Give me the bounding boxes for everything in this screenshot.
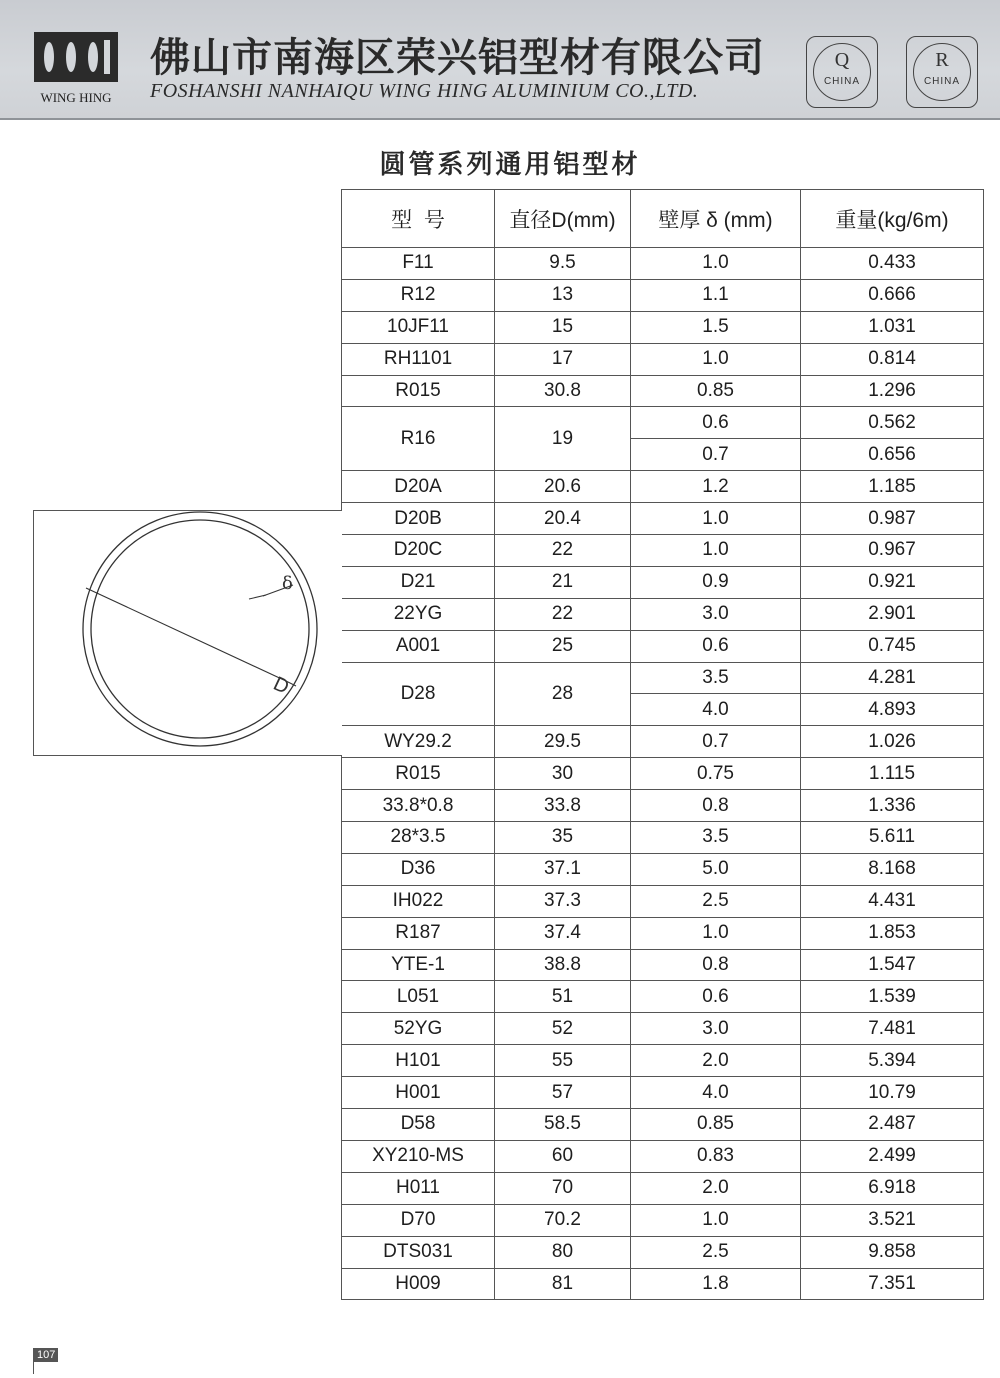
diameter-cell: 20.6 — [495, 471, 631, 503]
diameter-cell: 29.5 — [495, 726, 631, 758]
table-row — [342, 726, 984, 758]
model-cell: D58 — [342, 1109, 495, 1141]
q-mark-letter: Q — [834, 49, 850, 71]
thickness-cell: 0.85 — [631, 375, 801, 407]
diameter-cell: 58.5 — [495, 1109, 631, 1141]
weight-cell: 0.562 — [801, 407, 984, 439]
model-cell: D36 — [342, 853, 495, 885]
diameter-cell: 21 — [495, 566, 631, 598]
weight-cell: 1.026 — [801, 726, 984, 758]
model-cell: R015 — [342, 375, 495, 407]
model-cell: F11 — [342, 248, 495, 280]
thickness-cell: 0.8 — [631, 949, 801, 981]
table-header-row — [342, 190, 984, 248]
model-cell: YTE-1 — [342, 949, 495, 981]
weight-cell: 5.611 — [801, 822, 984, 854]
thickness-cell: 2.0 — [631, 1045, 801, 1077]
model-cell: H011 — [342, 1172, 495, 1204]
model-cell: XY210-MS — [342, 1140, 495, 1172]
model-cell: H101 — [342, 1045, 495, 1077]
weight-cell: 0.433 — [801, 248, 984, 280]
thickness-cell: 1.5 — [631, 311, 801, 343]
table-row — [342, 949, 984, 981]
diameter-cell: 15 — [495, 311, 631, 343]
thickness-cell: 0.83 — [631, 1140, 801, 1172]
table-row — [342, 1236, 984, 1268]
company-name-chinese: 佛山市南海区荣兴铝型材有限公司 — [150, 34, 765, 81]
outer-circle — [83, 512, 317, 746]
table-row — [342, 822, 984, 854]
diameter-cell: 70 — [495, 1172, 631, 1204]
weight-cell: 1.296 — [801, 375, 984, 407]
weight-cell: 4.431 — [801, 885, 984, 917]
thickness-cell: 1.0 — [631, 248, 801, 280]
thickness-cell: 3.5 — [631, 662, 801, 694]
thickness-cell: 1.2 — [631, 471, 801, 503]
weight-cell: 8.168 — [801, 853, 984, 885]
diameter-cell: 30 — [495, 758, 631, 790]
thickness-cell: 2.5 — [631, 885, 801, 917]
thickness-cell: 0.75 — [631, 758, 801, 790]
thickness-cell: 3.0 — [631, 1013, 801, 1045]
table-row — [342, 279, 984, 311]
diameter-cell: 37.1 — [495, 853, 631, 885]
diameter-cell: 22 — [495, 535, 631, 567]
thickness-cell: 0.9 — [631, 566, 801, 598]
weight-cell: 0.745 — [801, 630, 984, 662]
weight-cell: 0.814 — [801, 343, 984, 375]
weight-cell: 0.921 — [801, 566, 984, 598]
thickness-cell: 1.0 — [631, 343, 801, 375]
header-thickness: 壁厚 δ (mm) — [631, 190, 801, 248]
model-cell: IH022 — [342, 885, 495, 917]
model-cell: R015 — [342, 758, 495, 790]
model-cell: R187 — [342, 917, 495, 949]
table-row — [342, 662, 984, 694]
diameter-cell: 13 — [495, 279, 631, 311]
weight-cell: 4.281 — [801, 662, 984, 694]
spec-table — [341, 189, 984, 1300]
diameter-cell: 19 — [495, 407, 631, 471]
weight-cell: 1.853 — [801, 917, 984, 949]
table-row — [342, 471, 984, 503]
table-row — [342, 790, 984, 822]
weight-cell: 1.185 — [801, 471, 984, 503]
diameter-cell: 81 — [495, 1268, 631, 1300]
header-model: 型 号 — [342, 190, 495, 248]
table-row — [342, 1077, 984, 1109]
thickness-cell: 0.85 — [631, 1109, 801, 1141]
wing-hing-logo-icon — [32, 30, 120, 86]
diameter-cell: 20.4 — [495, 503, 631, 535]
diameter-cell: 38.8 — [495, 949, 631, 981]
model-cell: 52YG — [342, 1013, 495, 1045]
diameter-cell: 37.3 — [495, 885, 631, 917]
logo-text: WING HING — [40, 90, 112, 105]
weight-cell: 1.547 — [801, 949, 984, 981]
model-cell: D28 — [342, 662, 495, 726]
thickness-cell: 0.6 — [631, 981, 801, 1013]
diameter-cell: 30.8 — [495, 375, 631, 407]
table-row — [342, 535, 984, 567]
weight-cell: 1.031 — [801, 311, 984, 343]
thickness-tick — [249, 595, 266, 599]
model-cell: DTS031 — [342, 1236, 495, 1268]
table-row — [342, 375, 984, 407]
model-cell: D20C — [342, 535, 495, 567]
table-row — [342, 853, 984, 885]
page-title: 圆管系列通用铝型材 — [379, 150, 641, 180]
model-cell: L051 — [342, 981, 495, 1013]
weight-cell: 4.893 — [801, 694, 984, 726]
table-row — [342, 1109, 984, 1141]
thickness-cell: 1.0 — [631, 503, 801, 535]
model-cell: 28*3.5 — [342, 822, 495, 854]
weight-cell: 1.539 — [801, 981, 984, 1013]
table-row — [342, 407, 984, 439]
table-row — [342, 598, 984, 630]
table-row — [342, 1045, 984, 1077]
diameter-cell: 17 — [495, 343, 631, 375]
weight-cell: 9.858 — [801, 1236, 984, 1268]
thickness-cell: 0.6 — [631, 630, 801, 662]
diameter-cell: 22 — [495, 598, 631, 630]
table-row — [342, 1268, 984, 1300]
thickness-cell: 4.0 — [631, 694, 801, 726]
thickness-cell: 3.5 — [631, 822, 801, 854]
diameter-cell: 57 — [495, 1077, 631, 1109]
model-cell: 22YG — [342, 598, 495, 630]
thickness-cell: 1.1 — [631, 279, 801, 311]
q-mark-text: CHINA — [823, 76, 861, 87]
r-mark-letter: R — [935, 49, 949, 71]
weight-cell: 1.115 — [801, 758, 984, 790]
thickness-cell: 3.0 — [631, 598, 801, 630]
thickness-cell: 0.8 — [631, 790, 801, 822]
table-row — [342, 566, 984, 598]
table-row — [342, 503, 984, 535]
model-cell: 33.8*0.8 — [342, 790, 495, 822]
thickness-cell: 5.0 — [631, 853, 801, 885]
diameter-cell: 70.2 — [495, 1204, 631, 1236]
diameter-cell: 33.8 — [495, 790, 631, 822]
diameter-cell: 9.5 — [495, 248, 631, 280]
thickness-cell: 1.8 — [631, 1268, 801, 1300]
weight-cell: 0.656 — [801, 439, 984, 471]
header-diameter: 直径D(mm) — [495, 190, 631, 248]
thickness-cell: 2.0 — [631, 1172, 801, 1204]
diameter-line — [86, 588, 286, 681]
model-cell: A001 — [342, 630, 495, 662]
weight-cell: 2.499 — [801, 1140, 984, 1172]
table-row — [342, 917, 984, 949]
table-row — [342, 343, 984, 375]
diameter-cell: 37.4 — [495, 917, 631, 949]
thickness-cell: 1.0 — [631, 917, 801, 949]
model-cell: R16 — [342, 407, 495, 471]
model-cell: D70 — [342, 1204, 495, 1236]
inner-circle — [91, 520, 309, 738]
delta-label: δ — [282, 573, 293, 594]
model-cell: D21 — [342, 566, 495, 598]
weight-cell: 10.79 — [801, 1077, 984, 1109]
diameter-label: D — [269, 672, 293, 699]
weight-cell: 5.394 — [801, 1045, 984, 1077]
r-china-mark — [906, 36, 978, 108]
table-row — [342, 311, 984, 343]
table-row — [342, 885, 984, 917]
model-cell: WY29.2 — [342, 726, 495, 758]
table-row — [342, 630, 984, 662]
model-cell: D20A — [342, 471, 495, 503]
tube-cross-section-diagram — [33, 510, 342, 756]
thickness-cell: 1.0 — [631, 535, 801, 567]
diameter-cell: 60 — [495, 1140, 631, 1172]
thickness-cell: 0.6 — [631, 407, 801, 439]
table-row — [342, 758, 984, 790]
thickness-cell: 0.7 — [631, 439, 801, 471]
model-cell: 10JF11 — [342, 311, 495, 343]
diameter-cell: 51 — [495, 981, 631, 1013]
q-china-mark — [806, 36, 878, 108]
table-row — [342, 1013, 984, 1045]
diameter-cell: 25 — [495, 630, 631, 662]
weight-cell: 0.666 — [801, 279, 984, 311]
model-cell: RH1101 — [342, 343, 495, 375]
diameter-cell: 55 — [495, 1045, 631, 1077]
weight-cell: 6.918 — [801, 1172, 984, 1204]
company-name-english: FOSHANSHI NANHAIQU WING HING ALUMINIUM CO.,LTD. — [150, 80, 699, 102]
page-number: 107 — [34, 1348, 58, 1362]
model-cell: H001 — [342, 1077, 495, 1109]
diameter-cell: 52 — [495, 1013, 631, 1045]
weight-cell: 2.487 — [801, 1109, 984, 1141]
weight-cell: 0.967 — [801, 535, 984, 567]
weight-cell: 7.351 — [801, 1268, 984, 1300]
model-cell: D20B — [342, 503, 495, 535]
diameter-cell: 28 — [495, 662, 631, 726]
diameter-cell: 35 — [495, 822, 631, 854]
company-logo — [32, 30, 120, 110]
table-row — [342, 1204, 984, 1236]
page-header — [0, 0, 1000, 120]
weight-cell: 0.987 — [801, 503, 984, 535]
model-cell: H009 — [342, 1268, 495, 1300]
table-row — [342, 1140, 984, 1172]
thickness-cell: 2.5 — [631, 1236, 801, 1268]
table-row — [342, 248, 984, 280]
header-weight: 重量(kg/6m) — [801, 190, 984, 248]
thickness-cell: 4.0 — [631, 1077, 801, 1109]
spec-table-body — [342, 248, 984, 1300]
r-mark-text: CHINA — [923, 76, 961, 87]
table-row — [342, 1172, 984, 1204]
weight-cell: 2.901 — [801, 598, 984, 630]
weight-cell: 1.336 — [801, 790, 984, 822]
table-row — [342, 981, 984, 1013]
model-cell: R12 — [342, 279, 495, 311]
tube-diagram-svg — [34, 511, 343, 757]
diameter-cell: 80 — [495, 1236, 631, 1268]
weight-cell: 3.521 — [801, 1204, 984, 1236]
thickness-cell: 0.7 — [631, 726, 801, 758]
thickness-cell: 1.0 — [631, 1204, 801, 1236]
weight-cell: 7.481 — [801, 1013, 984, 1045]
